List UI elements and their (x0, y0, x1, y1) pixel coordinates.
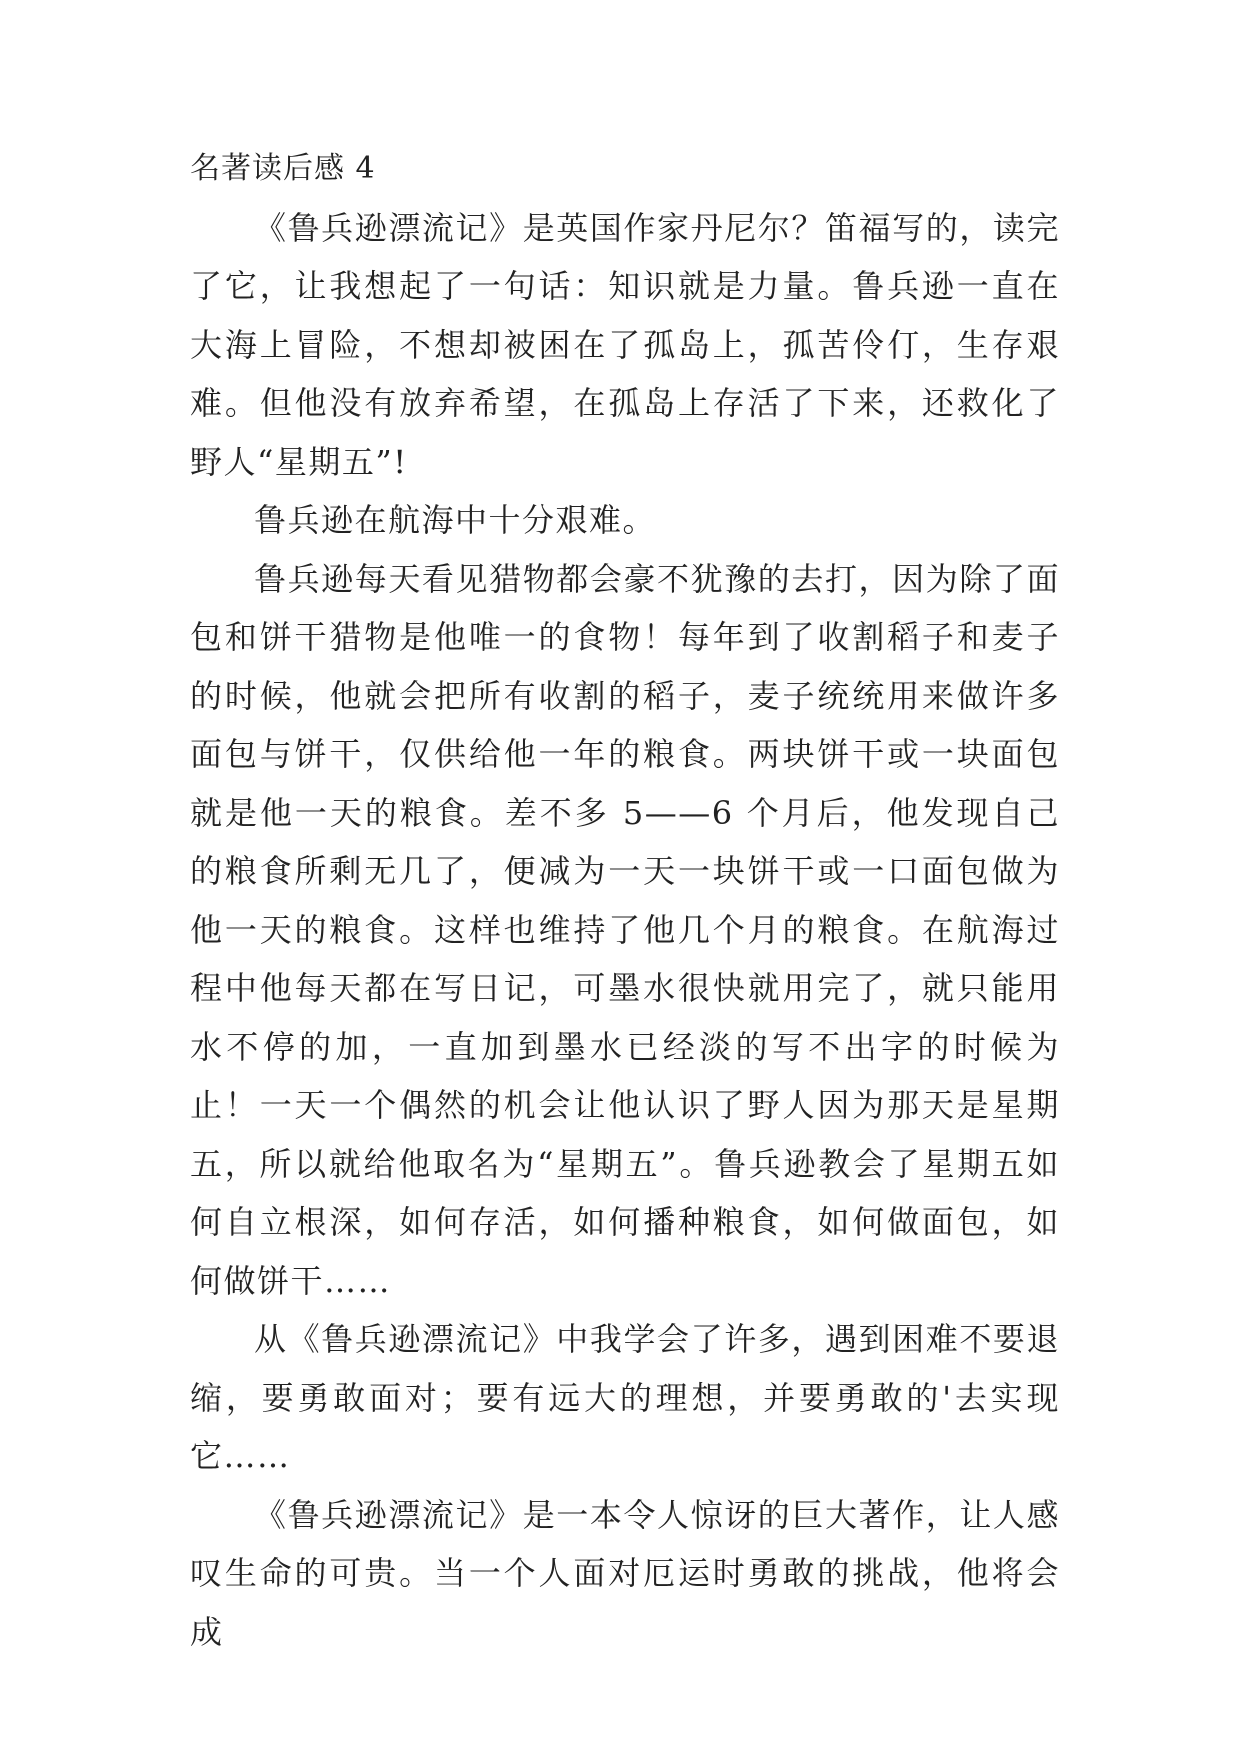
document-body (190, 140, 1060, 1661)
document-title: 名著读后感 4 (190, 151, 376, 186)
paragraph-hardship: 鲁兵逊在航海中十分艰难。 (254, 501, 657, 539)
paragraph-story: 鲁兵逊每天看见猎物都会豪不犹豫的去打，因为除了面包和饼干猎物是他唯一的食物！每年到了收割稻子和麦子的时候，他就会把所有收割的稻子，麦子统统用来做许多面包与饼干，仅供给他一年的粮食。两块饼干或一块面包就是他一天的粮食。差不多 5——6 个月后，他发现自己的粮食所剩无几了，便减为一天一块饼干或一口面包做为他一天的粮食。这样也维持了他几个月的粮食。在航海过程中他每天都在写日记，可墨水很快就用完了，就只能用水不停的加，一直加到墨水已经淡的写不出字的时候为止！一天一个偶然的机会让他认识了野人因为那天是星期五，所以就给他取名为“星期五”。鲁兵逊教会了星期五如何自立根深，如何存活，如何播种粮食，如何做面包，如何做饼干…… (190, 559, 1060, 1300)
paragraph-lesson: 从《鲁兵逊漂流记》中我学会了许多，遇到困难不要退缩，要勇敢面对；要有远大的理想，并要勇敢的'去实现它…… (190, 1320, 1060, 1475)
paragraph-intro: 《鲁兵逊漂流记》是英国作家丹尼尔？笛福写的，读完了它，让我想起了一句话：知识就是力量。鲁兵逊一直在大海上冒险，不想却被困在了孤岛上，孤苦伶仃，生存艰难。但他没有放弃希望，在孤岛上存活了下来，还救化了野人“星期五”! (190, 208, 1060, 481)
paragraph-conclusion: 《鲁兵逊漂流记》是一本令人惊讶的巨大著作，让人感叹生命的可贵。当一个人面对厄运时勇敢的挑战，他将会成 (190, 1495, 1060, 1651)
